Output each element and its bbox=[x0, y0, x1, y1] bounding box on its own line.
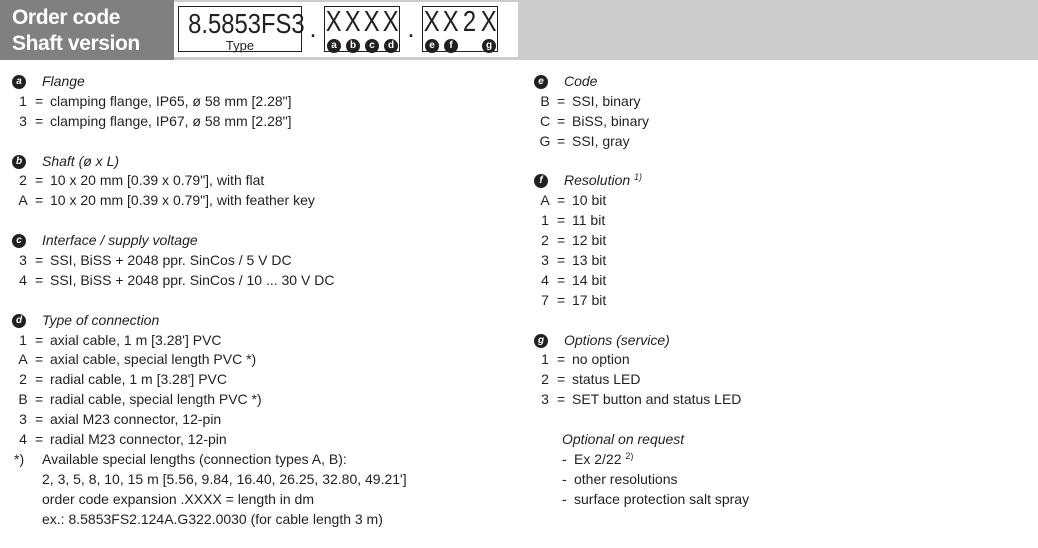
footnote-ref-1: 1) bbox=[634, 172, 643, 183]
list-item: - other resolutions bbox=[562, 470, 678, 487]
list-item: 2 = status LED bbox=[541, 371, 641, 388]
right-column bbox=[534, 72, 1024, 510]
list-item: - surface protection salt spray bbox=[562, 490, 750, 507]
list-item: 4 = 14 bit bbox=[541, 271, 607, 288]
code-separator: . bbox=[309, 13, 317, 43]
list-item: A = 10 bit bbox=[540, 192, 607, 209]
list-item: 3 = SSI, BiSS + 2048 ppr. SinCos / 5 V DC bbox=[19, 252, 292, 269]
code-char-a: X bbox=[325, 6, 342, 38]
code-char-g: X bbox=[480, 6, 497, 38]
code-char-fixed-2: 2 bbox=[462, 6, 477, 38]
footnote-line: *) Available special lengths (connection types A, B): bbox=[12, 450, 522, 470]
footnote-ref-2: 2) bbox=[625, 450, 634, 461]
type-label: Type bbox=[225, 38, 255, 53]
list-item: 1 = 11 bit bbox=[541, 212, 606, 229]
badge-f-icon: f bbox=[444, 39, 458, 53]
list-item: 3 = axial M23 connector, 12-pin bbox=[19, 411, 222, 428]
section-options-title: g Options (service) bbox=[534, 331, 1024, 351]
order-code-strip bbox=[174, 2, 518, 57]
list-item: A = axial cable, special length PVC *) bbox=[18, 351, 257, 368]
badge-c-icon: c bbox=[365, 39, 379, 53]
code-char-b: X bbox=[344, 6, 361, 38]
list-item: 3 = clamping flange, IP67, ø 58 mm [2.28"] bbox=[19, 112, 292, 129]
badge-g-icon: g bbox=[534, 334, 548, 348]
type-code: 8.5853FS3 bbox=[188, 8, 305, 39]
left-column bbox=[12, 72, 522, 529]
header-title-order-code: Order code bbox=[12, 6, 121, 29]
footnote-marker: *) bbox=[14, 450, 25, 467]
badge-g-icon: g bbox=[482, 39, 496, 53]
footnote-line: 2, 3, 5, 8, 10, 15 m [5.56, 9.84, 16.40, 26.25, 32.80, 49.21'] bbox=[42, 470, 407, 487]
list-item: B = radial cable, special length PVC *) bbox=[18, 391, 262, 408]
badge-f-icon: f bbox=[534, 174, 548, 188]
list-item: B = SSI, binary bbox=[540, 92, 641, 109]
list-item: G = SSI, gray bbox=[539, 132, 630, 149]
section-interface-title: c Interface / supply voltage bbox=[12, 231, 522, 251]
footnote-line: ex.: 8.5853FS2.124A.G322.0030 (for cable length 3 m) bbox=[42, 510, 383, 527]
footnote-line: order code expansion .XXXX = length in dm bbox=[42, 490, 315, 507]
list-item: 4 = radial M23 connector, 12-pin bbox=[19, 431, 227, 448]
section-code-title: e Code bbox=[534, 72, 1024, 92]
list-item: 2 = 12 bit bbox=[541, 232, 607, 249]
badge-a-icon: a bbox=[12, 75, 26, 89]
list-item: 3 = SET button and status LED bbox=[541, 391, 742, 408]
badge-a-icon: a bbox=[327, 39, 341, 53]
list-item: A = 10 x 20 mm [0.39 x 0.79"], with feather key bbox=[18, 192, 315, 209]
code-char-c: X bbox=[363, 6, 380, 38]
badge-e-icon: e bbox=[425, 39, 439, 53]
list-item: 1 = no option bbox=[541, 351, 630, 368]
list-item: 2 = 10 x 20 mm [0.39 x 0.79"], with flat bbox=[19, 172, 265, 189]
header-label bbox=[0, 0, 174, 60]
section-on-request-title: Optional on request bbox=[562, 431, 685, 448]
badge-d-icon: d bbox=[12, 314, 26, 328]
section-shaft-title: b Shaft (ø x L) bbox=[12, 152, 522, 172]
badge-e-icon: e bbox=[534, 75, 548, 89]
list-item: 3 = 13 bit bbox=[541, 252, 607, 269]
badge-c-icon: c bbox=[12, 234, 26, 248]
list-item: - Ex 2/22 $^{2)}$ bbox=[562, 450, 634, 467]
list-item: 2 = radial cable, 1 m [3.28'] PVC bbox=[19, 371, 227, 388]
list-item: 1 = clamping flange, IP65, ø 58 mm [2.28"] bbox=[19, 92, 292, 109]
list-item: 1 = axial cable, 1 m [3.28'] PVC bbox=[19, 331, 222, 348]
section-flange-title: a Flange bbox=[12, 72, 522, 92]
badge-b-icon: b bbox=[346, 39, 360, 53]
list-item: 4 = SSI, BiSS + 2048 ppr. SinCos / 10 ... 30 V DC bbox=[19, 271, 335, 288]
order-code-header bbox=[0, 0, 1038, 60]
code-char-f: X bbox=[442, 6, 459, 38]
badge-b-icon: b bbox=[12, 155, 26, 169]
header-title-shaft-version: Shaft version bbox=[12, 32, 140, 55]
section-connection-title: d Type of connection bbox=[12, 311, 522, 331]
list-item: 7 = 17 bit bbox=[541, 291, 607, 308]
badge-d-icon: d bbox=[384, 39, 398, 53]
list-item: C = BiSS, binary bbox=[539, 112, 650, 129]
section-resolution-title: f Resolution $^{1)}$ bbox=[534, 171, 1024, 191]
code-separator: . bbox=[407, 13, 415, 43]
code-char-e: X bbox=[423, 6, 440, 38]
code-char-d: X bbox=[382, 6, 399, 38]
type-code-box bbox=[178, 6, 305, 53]
